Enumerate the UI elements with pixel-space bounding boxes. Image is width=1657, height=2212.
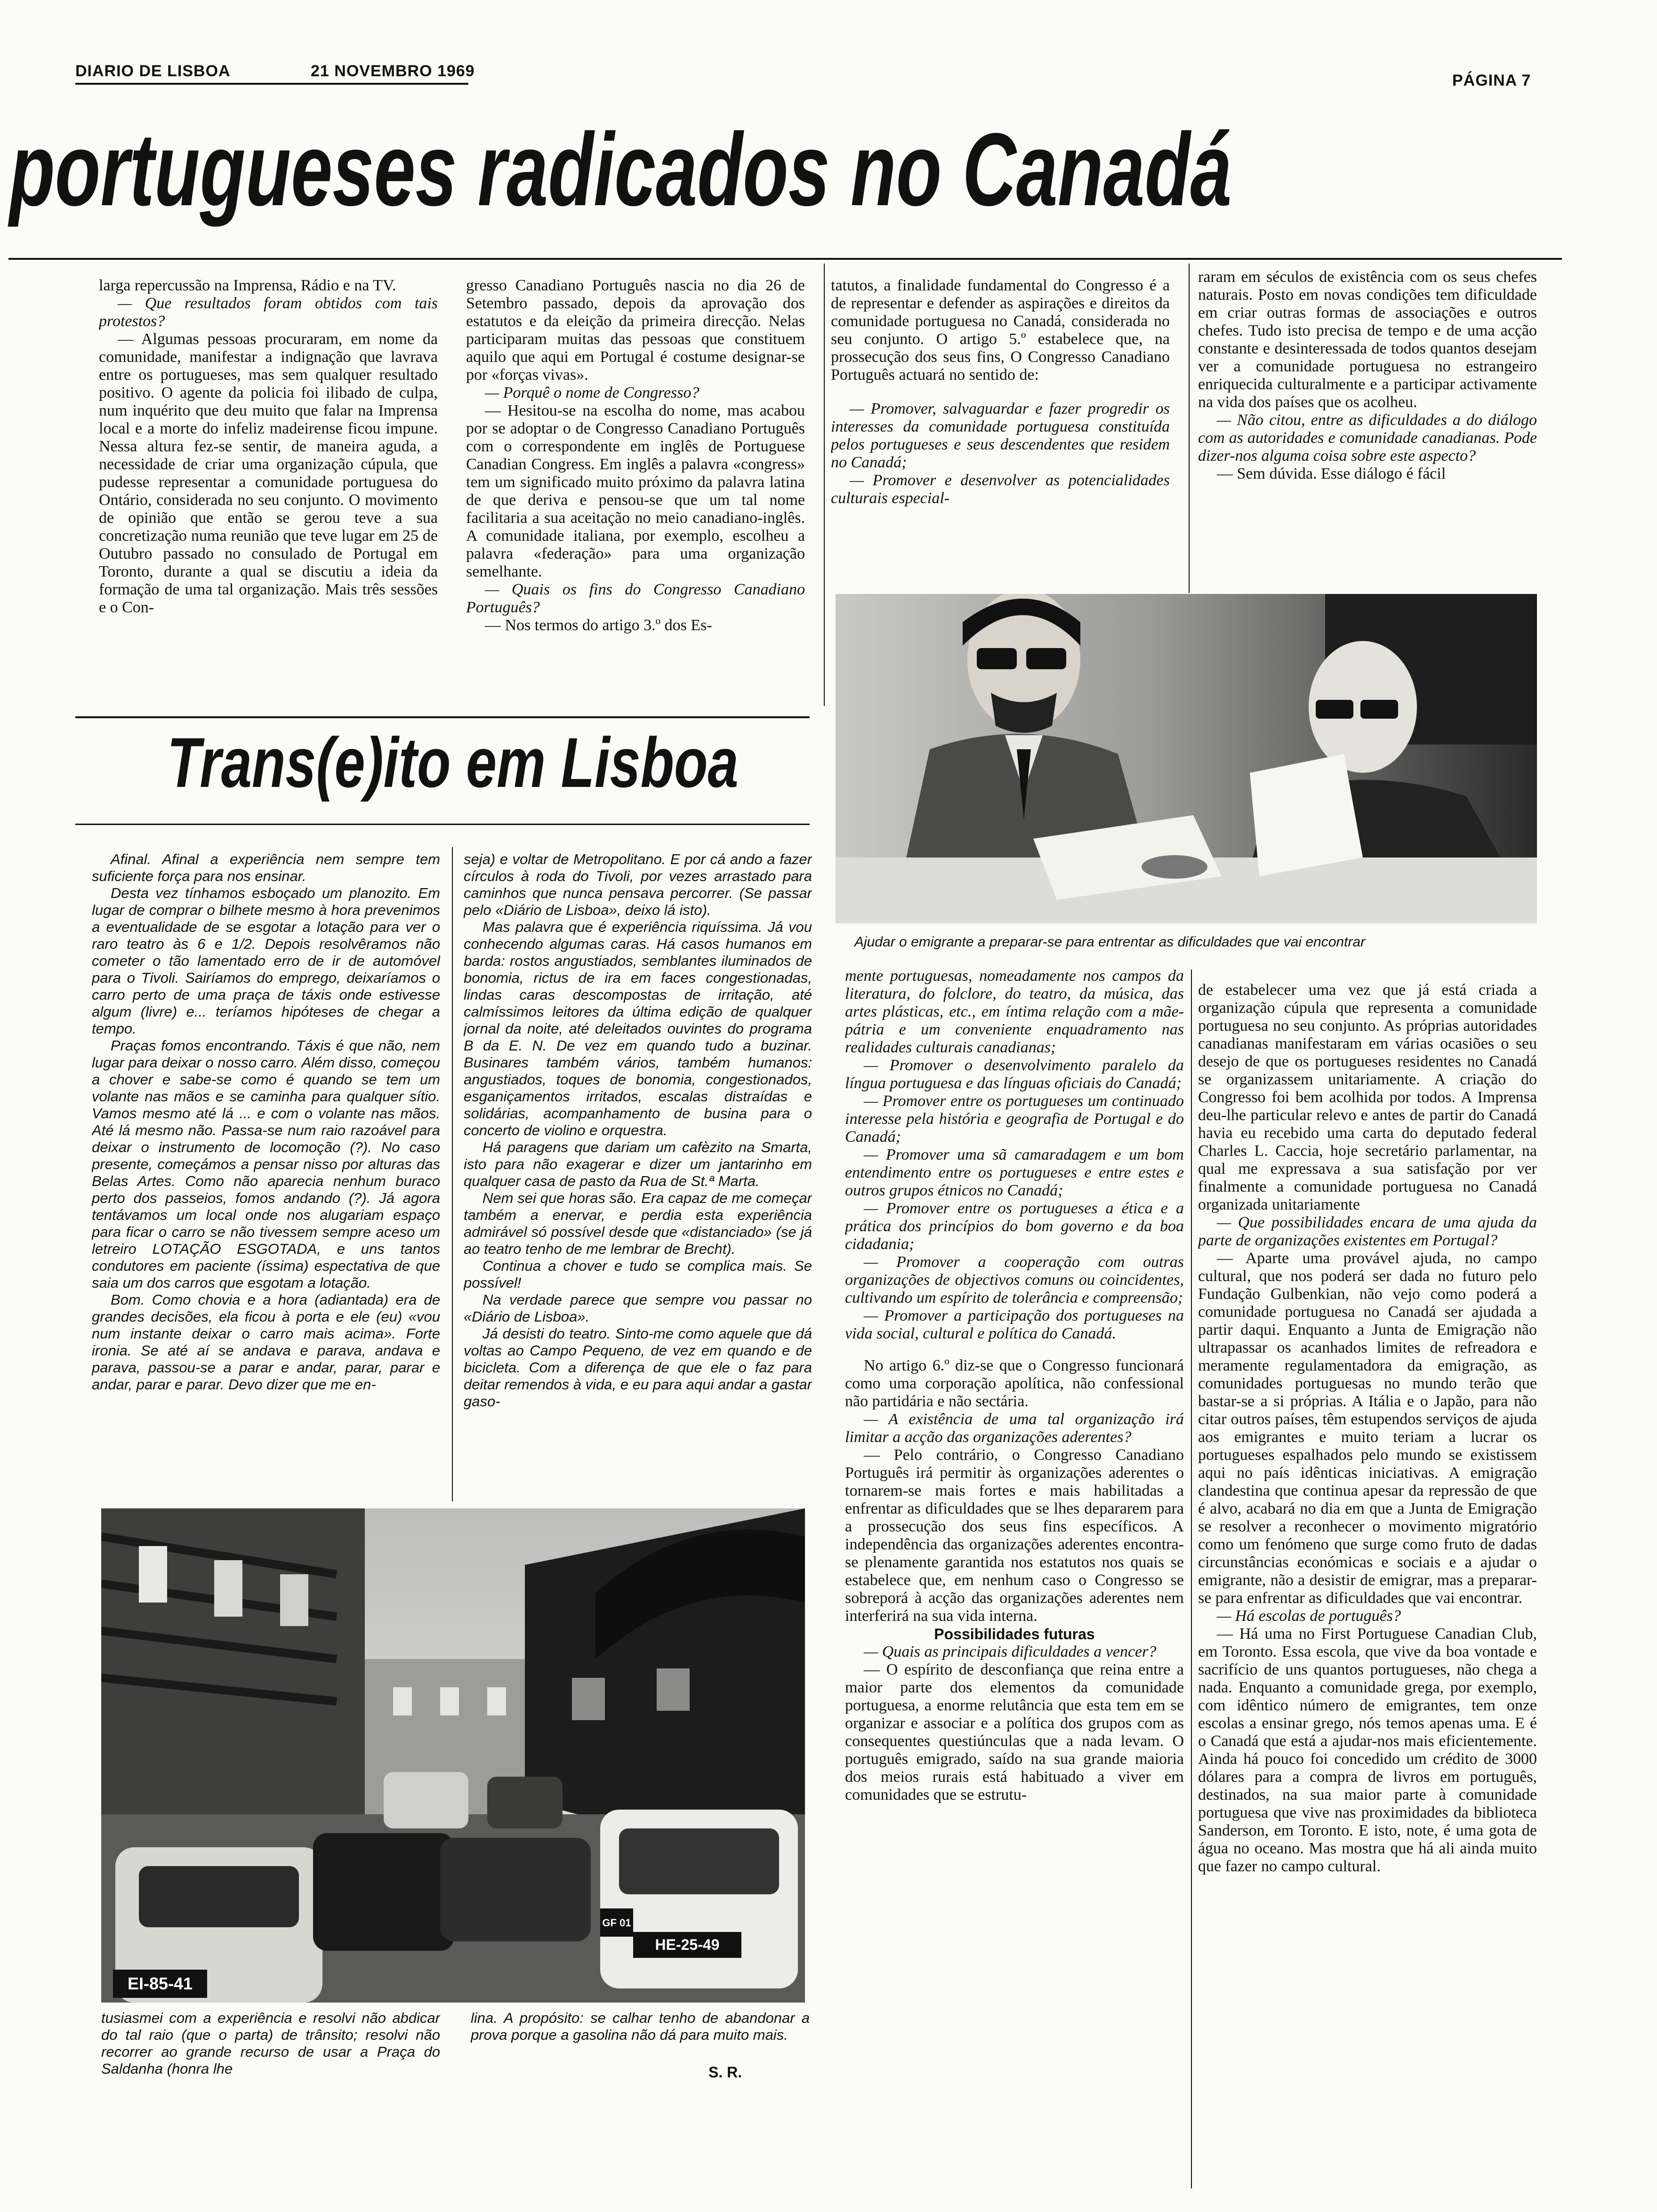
photo-caption: Ajudar o emigrante a preparar-se para entrentar as dificuldades que vai encontrar <box>854 934 1366 950</box>
question: — Que resultados foram obtidos com tais protestos? <box>99 295 438 330</box>
article2-headline-rule <box>75 824 810 825</box>
paragraph: — Aparte uma provável ajuda, no campo cultural, que nos poderá ser dada no futuro pelo Fundação Gulbenkian, não vejo como poderá a comunidade portuguesa no Canadá ser ajudada a partir daqui. Enquanto a Junta de Emigração não ultrapassar os acanhados limites de refreadora e meramente regulamentadora da emigração, as comunidades portuguesas no mundo terão que bastar-se a si próprias. A Itália e o Japão, para não citar outros países, têm estupendos serviços de ajuda aos emigrantes e muito teriam a lucrar os portugueses espalhados pelo mundo se existissem aqui no país idênticas iniciativas. A emigração clandestina que continua apesar da repressão de que é alvo, acabará no dia em que a Junta de Emigração se resolver a reconhecer o movimento migratório como um fenómeno que surge como fruto de dadas circunstâncias económicas e sociais e a ajudar o emigrante, não a desistir de emigrar, mas a preparar-se para enfrentar as dificuldades que vai encontrar. <box>1198 1250 1537 1607</box>
question: — Porquê o nome de Congresso? <box>485 384 700 401</box>
statute-item: — Promover, salvaguardar e fazer progredir os interesses da comunidade portuguesa constituída pelos portugueses e seus descendentes que residem no Canadá; <box>831 400 1170 471</box>
paragraph: gresso Canadiano Português nascia no dia 26 de Setembro passado, depois da aprovação dos estatutos e da eleição da primeira direcção. Nelas participaram muitas das pessoas que constituem aquilo que aqui em Portugal é costume designar-se por «forças vivas». <box>466 277 805 384</box>
paragraph: Na verdade parece que sempre vou passar no «Diário de Lisboa». <box>464 1291 812 1325</box>
paragraph: Continua a chover e tudo se complica mais. Se possível! <box>464 1258 812 1291</box>
article2-top-rule <box>75 716 810 718</box>
article1-column-3-continued <box>845 967 1184 2196</box>
question: — A existência de uma tal organização irá limitar a acção das organizações aderentes? <box>845 1411 1184 1446</box>
paragraph: Bom. Como chovia e a hora (adiantada) era de grandes decisões, ela ficou à porta e ele (eu) «vou num instante deixar o carro mais acima». Forte ironia. Se até aí se andava e parava, andava e parava, passou-se a parar e andar, parar, parar e andar, parar e parar. Devo dizer que me en- <box>92 1291 440 1393</box>
statute-item: — Promover o desenvolvimento paralelo da língua portuguesa e das línguas oficiais do Canadá; <box>845 1057 1184 1092</box>
article2-headline: Trans(e)ito em Lisboa <box>167 723 739 802</box>
paragraph: — Nos termos do artigo 3.º dos Es- <box>485 617 712 634</box>
paragraph: Afinal. Afinal a experiência nem sempre tem suficiente força para nos ensinar. <box>92 851 440 884</box>
paragraph: Há paragens que dariam um cafèzito na Smarta, isto para não exagerar e dizer um jantarinho em qualquer casa de pasto da Rua de St.ª Marta. <box>464 1139 812 1189</box>
paragraph: — O espírito de desconfiança que reina entre a maior parte dos elementos da comunidade portuguesa, a enorme relutância que esta tem em se organizar e associar e a política dos grupos com as consequentes questiúnculas que a nada levam. O português emigrado, saído na sua grande maioria dos meios rurais está habituado a viver em comunidades que se estrutu- <box>845 1661 1184 1803</box>
newspaper-name: DIARIO DE LISBOA <box>75 62 231 80</box>
author-signature: S. R. <box>708 2064 742 2081</box>
paragraph: — Hesitou-se na escolha do nome, mas acabou por se adoptar o de Congresso Canadiano Português com o correspondente em inglês de Portuguese Canadian Congress. Em inglês a palavra «congress» tem um significado muito próximo da palavra latina de que deriva e pensou-se que um tal nome facilitaria a sua aceitação no meio canadiano-inglês. A comunidade italiana, por exemplo, escolheu a palavra «federação» para uma organização semelhante. <box>466 402 805 580</box>
question: — Quais os fins do Congresso Canadiano Português? <box>466 581 805 616</box>
paragraph: raram em séculos de existência com os seus chefes naturais. Posto em novas condições tem dificuldade em criar outras formas de associações e outros chefes. Tudo isto precisa de tempo e de uma acção constante e desinteressada de todos quantos desejam ver a comunidade portuguesa no estrangeiro enriquecida culturalmente e a participar activamente na vida dos países que os acolheu. <box>1198 268 1537 411</box>
statute-item: — Promover e desenvolver as potencialidades culturais especial- <box>831 472 1170 507</box>
statute-item: — Promover uma sã camaradagem e um bom entendimento entre os portugueses e entre estes e outros grupos étnicos no Canadá; <box>845 1146 1184 1199</box>
column-divider <box>824 264 825 706</box>
paragraph: larga repercussão na Imprensa, Rádio e na TV. <box>99 277 396 294</box>
article2-column-2 <box>464 851 812 1500</box>
paragraph: Já desisti do teatro. Sinto-me como aquele que dá voltas ao Campo Pequeno, de vez em quando e de bicicleta. Com a diferença de que ele o faz para deitar remendos à vida, e eu para aqui andar a gastar gaso- <box>464 1325 812 1410</box>
license-plate: HE-25-49 <box>655 1936 720 1953</box>
column-divider <box>1189 264 1190 593</box>
traffic-photo <box>101 1508 805 2003</box>
masthead-rule <box>75 83 468 85</box>
paragraph: de estabelecer uma vez que já está criada a organização cúpula que representa a comunidade portuguesa no seu conjunto. As próprias autoridades canadianas manifestaram em várias ocasiões o seu desejo de que os portugueses residentes no Canadá se organizassem unitariamente. A criação do Congresso foi bem acolhida por todos. A Imprensa deu-lhe particular relevo e antes de partir do Canadá havia eu recebido uma carta do deputado federal Charles L. Caccia, hoje secretário parlamentar, na qual me expressava a sua satisfação por ver finalmente a comunidade portuguesa no Canadá organizada unitariamente <box>1198 981 1537 1213</box>
article1-column-4 <box>1198 268 1537 598</box>
statute-item: — Promover a cooperação com outras organizações de objectivos comuns ou coincidentes, cultivando um espírito de tolerância e compreensão; <box>845 1253 1184 1306</box>
statute-item: — Promover entre os portugueses a ética e a prática dos princípios do bom governo e da boa cidadania; <box>845 1200 1184 1253</box>
article1-column-1 <box>99 277 438 691</box>
main-headline: portugueses radicados no Canadá <box>9 112 1232 227</box>
paragraph: Praças fomos encontrando. Táxis é que não, nem lugar para deixar o nosso carro. Além disso, começou a chover e sabe-se como é quando se tem um volante nas mãos e se caminha para qualquer sítio. Vamos mesmo até lá ... e com o volante nas mãos. Até lá mesmo não. Passa-se num raio razoável para deixar o instrumento de locomoção (?). No caso presente, começámos a pensar nisso por alturas das Belas Artes. Como não aparecia nenhum buraco perto dos passeios, fomos andando (?). Já agora tentávamos um local onde nos alugariam espaço para ficar o carro se não tivessem sempre aceso um letreiro LOTAÇÃO ESGOTADA, e uns tantos condutores em paciente (íssima) espectativa de que saia um dos carros que esgotam a lotação. <box>92 1037 440 1291</box>
paragraph: — Pelo contrário, o Congresso Canadiano Português irá permitir às organizações aderentes o tornarem-se mais fortes e mais habilitadas a enfrentar as dificuldades que se lhes depararem para a prossecução dos seus fins específicos. A independência das organizações aderentes encontra-se plenamente garantida nos estatutos nos quais se estabelece que, em nenhum caso o Congresso se sobreporá à acção das organizações aderentes nem interferirá na sua vida interna. <box>845 1446 1184 1625</box>
article2-column-1 <box>92 851 440 1500</box>
column-divider <box>452 847 453 1501</box>
article1-column-4-continued <box>1198 981 1537 2196</box>
license-plate: EI-85-41 <box>127 1974 193 1993</box>
section-subhead: Possibilidades futuras <box>934 1626 1095 1643</box>
paragraph: tatutos, a finalidade fundamental do Congresso é a de representar e defender as aspirações e direitos da comunidade portuguesa no Canadá, considerada no seu conjunto. O artigo 5.º estabelece que, na prossecução dos seus fins, O Congresso Canadiano Português actuará no sentido de: <box>831 277 1170 384</box>
license-plate: GF 01 <box>602 1917 631 1929</box>
question: — Não citou, entre as dificuldades a do diálogo com as autoridades e comunidade canadianas. Pode dizer-nos alguma coisa sobre este aspecto? <box>1198 411 1537 465</box>
paragraph: — Algumas pessoas procuraram, em nome da comunidade, manifestar a indignação que lavrava entre os portugueses, mas sem qualquer resultado positivo. O agente da policia foi ilibado de culpa, num inquérito que deu muito que falar na Imprensa local e a morte do infeliz madeirense ficou impune. Nessa altura fez-se sentir, de maneira aguda, a necessidade de criar uma organização cúpula, que pudesse representar a comunidade portuguesa do Ontário, considerada no seu conjunto. O movimento de opinião que então se gerou teve a sua concretização numa reunião que teve lugar em 25 de Outubro passado no consulado de Portugal em Toronto, durante a qual se discutiu a ideia da formação de uma tal organização. Mais três sessões e o Con- <box>99 330 438 616</box>
article2-bottom-right <box>471 2010 810 2104</box>
page-number: PÁGINA 7 <box>1452 72 1531 89</box>
paragraph: seja) e voltar de Metropolitano. E por cá ando a fazer círculos à roda do Tivoli, por vezes arrastado para caminhos que nunca pensava percorrer. (Se passar pelo «Diário de Lisboa», deixo lá isto). <box>464 851 812 918</box>
issue-date: 21 NOVEMBRO 1969 <box>311 62 475 80</box>
interview-photo <box>836 594 1537 923</box>
paragraph: — Sem dúvida. Esse diálogo é fácil <box>1217 465 1446 482</box>
paragraph: Mas palavra que é experiência riquíssima. Já vou conhecendo algumas caras. Há casos humanos em barda: rostos angustiados, semblantes iluminados de bonomia, rictus de ira em faces congestionadas, lindas caras descompostas de irritação, até calmíssimos leitores da última edição de qualquer jornal da noite, até deleitados ouvintes do programa B da E. N. De vez em quando tudo a buzinar. Businares também vários, também humanos: angustiados, toques de bonomia, congestionados, esganiçamentos irritados, escalas distraídas e solidárias, acompanhamento de busina para o concerto de violino e orquestra. <box>464 919 812 1138</box>
paragraph: lina. A propósito: se calhar tenho de abandonar a prova porque a gasolina não dá para muito mais. <box>471 2010 810 2043</box>
statute-item: mente portuguesas, nomeadamente nos campos da literatura, do folclore, do teatro, da música, das artes plásticas, etc., em íntima relação com a mãe-pátria e um conveniente enquadramento nas realidades culturais canadianas; <box>845 967 1184 1056</box>
article2-bottom-left <box>101 2010 440 2104</box>
paragraph: Desta vez tínhamos esboçado um planozito. Em lugar de comprar o bilhete mesmo à hora prevenimos a eventualidade de se esgotar a lotação para ver o raro teatro às 6 e 1/2. Depois resolvêramos não cometer o tão lamentado erro de ir de automóvel para o Tivoli. Sairíamos do emprego, deixaríamos o carro perto de uma praça de táxis onde estivesse algum (livre) e... teríamos hipóteses de chegar a tempo. <box>92 885 440 1037</box>
question: — Quais as principais dificuldades a vencer? <box>864 1643 1157 1660</box>
statute-item: — Promover a participação dos portugueses na vida social, cultural e política do Canadá. <box>845 1307 1184 1342</box>
article1-column-2 <box>466 277 805 691</box>
column-divider <box>1191 970 1192 2188</box>
paragraph: Nem sei que horas são. Era capaz de me começar também a enervar, e perdia esta experiência admirável só possível desde que «distanciado» (se já ao teatro tenho de me lembrar de Brecht). <box>464 1190 812 1257</box>
question: — Há escolas de português? <box>1217 1607 1401 1625</box>
article1-column-3 <box>831 277 1170 587</box>
question: — Que possibilidades encara de uma ajuda da parte de organizações existentes em Portugal? <box>1198 1214 1537 1249</box>
paragraph: tusiasmei com a experiência e resolvi não abdicar do tal raio (que o parta) de trânsito; resolvi não recorrer ao grande recurso de usar a Praça do Saldanha (honra lhe <box>101 2010 440 2077</box>
paragraph: No artigo 6.º diz-se que o Congresso funcionará como uma corporação apolítica, não confessional não partidária e não sectária. <box>845 1357 1184 1410</box>
headline-rule <box>8 258 1562 260</box>
paragraph: — Há uma no First Portuguese Canadian Club, em Toronto. Essa escola, que vive da boa vontade e sacrifício de uns quantos portugueses, não chega a nada. Enquanto a comunidade grega, por exemplo, com idêntico número de emigrantes, tem onze escolas a ensinar grego, nós temos apenas uma. E é o Canadá que está a ajudar-nos mais eficientemente. Ainda há pouco foi concedido um crédito de 3000 dólares para a compra de livros em português, destinados, na sua maior parte à comunidade portuguesa que vive nas proximidades da biblioteca Sanderson, em Toronto. E isto, note, é uma gota de água no oceano. Mas mostra que há ali ainda muito que fazer no campo cultural. <box>1198 1625 1537 1875</box>
statute-item: — Promover entre os portugueses um continuado interesse pela história e geografia de Portugal e do Canadá; <box>845 1092 1184 1146</box>
